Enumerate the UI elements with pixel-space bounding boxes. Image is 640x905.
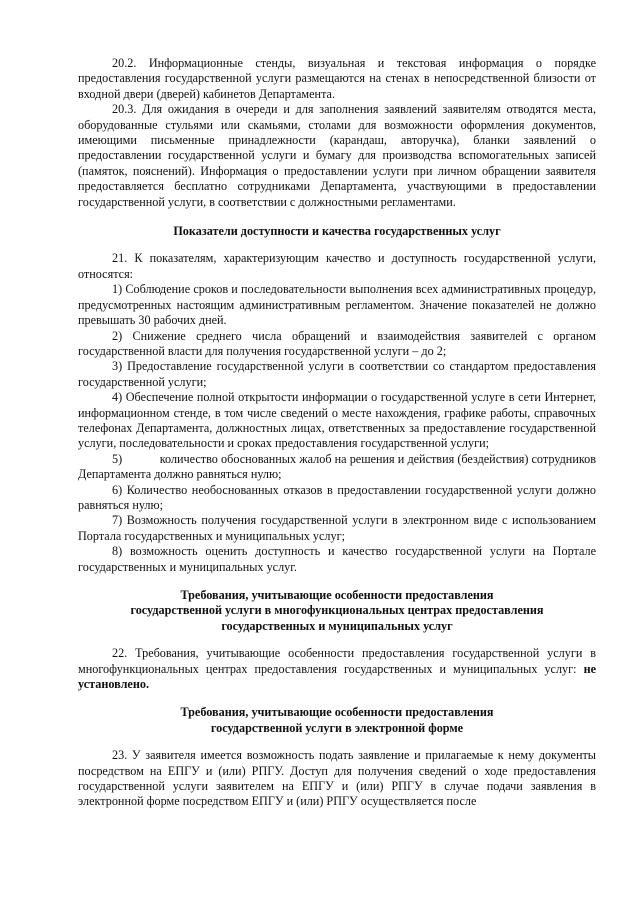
heading-line: государственной услуги в многофункциональных центрах предоставления — [130, 603, 544, 618]
list-item-21-7: 7) Возможность получения государственной услуги в электронном виде с использованием Портала государственных и муниципальных услуг; — [78, 513, 596, 543]
heading-line: Требования, учитывающие особенности предоставления — [180, 705, 494, 720]
list-item-21-1: 1) Соблюдение сроков и последовательности выполнения всех административных процедур, предусмотренных настоящим административным регламентом. Значение показателей не должно превышать 30 рабочих дней. — [78, 282, 596, 328]
list-item-21-8: 8) возможность оценить доступность и качество государственной услуги на Портале государственных и муниципальных услуг. — [78, 544, 596, 574]
paragraph-22 — [78, 646, 596, 692]
paragraph-21: 21. К показателям, характеризующим качество и доступность государственной услуги, относятся: — [78, 251, 596, 281]
list-item-21-6: 6) Количество необоснованных отказов в предоставлении государственной услуги должно равняться нулю; — [78, 482, 596, 512]
list-item-21-5: 5) количество обоснованных жалоб на решения и действия (бездействия) сотрудников Департамента должно равняться нулю; — [78, 451, 596, 482]
paragraph-22-bold: не установлено. — [78, 661, 596, 692]
heading-line: государственной услуги в электронной форме — [210, 720, 464, 735]
paragraph-22-text: 22. Требования, учитывающие особенности предоставления государственной услуги в многофункциональных центрах предоставления государственных и муниципальных услуг: — [78, 646, 596, 676]
list-item-21-3: 3) Предоставление государственной услуги в соответствии со стандартом предоставления государственной услуги; — [78, 359, 596, 389]
list-item-21-2: 2) Снижение среднего числа обращений и взаимодействия заявителей с органом государственной власти для получения государственной услуги – до 2; — [78, 328, 596, 358]
heading-line: Требования, учитывающие особенности предоставления — [180, 588, 494, 602]
document-page — [78, 56, 596, 810]
paragraph-23: 23. У заявителя имеется возможность подать заявление и прилагаемые к нему документы посредством на ЕПГУ и (или) РПГУ. Доступ для получения сведений о ходе предоставления государственной услуги заявителем на ЕПГУ и (или) РПГУ в случае подачи заявления в электронной форме посредством ЕПГУ и (или) РПГУ осуществляется после — [78, 748, 596, 809]
paragraph-20-2: 20.2. Информационные стенды, визуальная и текстовая информация о порядке предоставления государственной услуги размещаются на стенах в непосредственной близости от входной двери (дверей) кабинетов Департамента. — [78, 56, 596, 101]
list-item-21-4: 4) Обеспечение полной открытости информации о государственной услуге в сети Интернет, информационном стенде, в том числе сведений о месте нахождения, графике работы, справочных телефонах Департамента, должностных лицах, ответственных за предоставление государственной услуги, последовательности и сроках предоставления государственной услуги; — [78, 390, 596, 451]
paragraph-20-3: 20.3. Для ожидания в очереди и для заполнения заявлений заявителям отводятся места, оборудованные стульями или скамьями, столами для возможности оформления документов, имеющими письменные принадлежности (карандаш, авторучка), бланки заявлений о предоставлении государственной услуги и бумагу для производства вспомогательных записей (памяток, пояснений). Информация о предоставлении услуги при личном обращении заявителя предоставляется бесплатно сотрудниками Департамента, участвующими в предоставлении государственной услуги, в соответствии с должностными регламентами. — [78, 102, 596, 209]
heading-mfc-requirements — [78, 588, 596, 634]
heading-line: государственных и муниципальных услуг — [221, 618, 453, 633]
heading-accessibility-quality: Показатели доступности и качества государственных услуг — [173, 224, 501, 239]
heading-electronic-requirements — [78, 705, 596, 736]
